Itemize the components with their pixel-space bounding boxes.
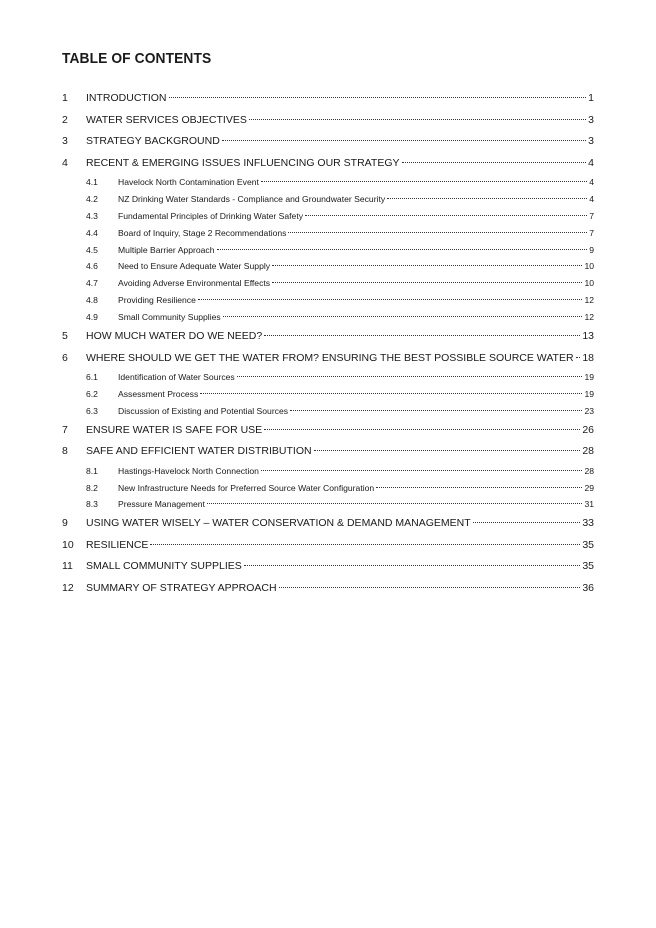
toc-entry-page-number: 31 — [584, 499, 594, 510]
toc-entry-number: 8.2 — [86, 482, 98, 493]
toc-entry-label: New Infrastructure Needs for Preferred Source Water Configuration — [118, 482, 375, 493]
toc-entry-page-number: 7 — [589, 227, 594, 238]
toc-entry[interactable] — [62, 556, 594, 578]
toc-entry-label: Identification of Water Sources — [118, 372, 235, 383]
toc-entry-page-number: 26 — [582, 423, 594, 436]
toc-entry-page-number: 1 — [588, 92, 594, 104]
toc-dot-leader — [272, 265, 582, 266]
toc-dot-leader — [198, 299, 583, 300]
toc-entry-page-number: 10 — [584, 261, 594, 272]
toc-entry-number: 4.9 — [86, 312, 98, 323]
toc-entry-number: 4.7 — [86, 278, 98, 289]
toc-entry-label: Small Community Supplies — [118, 312, 221, 323]
toc-entry-number: 6.2 — [86, 388, 98, 399]
toc-entry-number: 4.3 — [86, 210, 98, 221]
toc-dot-leader — [279, 587, 581, 588]
toc-dot-leader — [222, 140, 586, 141]
toc-dot-leader — [264, 429, 580, 430]
toc-entry-number: 4.4 — [86, 227, 98, 238]
toc-dot-leader — [376, 487, 582, 488]
toc-entry-page-number: 29 — [584, 482, 594, 493]
toc-entry-page-number: 4 — [589, 193, 594, 204]
toc-entry-number: 8 — [62, 445, 68, 458]
toc-subentry[interactable] — [62, 292, 594, 309]
toc-dot-leader — [576, 357, 581, 358]
toc-entry-number: 3 — [62, 135, 68, 147]
toc-entry[interactable] — [62, 88, 594, 110]
toc-entry[interactable] — [62, 131, 594, 153]
toc-entry-label: SAFE AND EFFICIENT WATER DISTRIBUTION — [86, 445, 312, 458]
toc-entry[interactable] — [62, 513, 594, 535]
toc-entry-page-number: 28 — [582, 445, 594, 458]
toc-dot-leader — [244, 565, 581, 566]
toc-entry-label: Assessment Process — [118, 388, 199, 399]
toc-entry-number: 4.8 — [86, 295, 98, 306]
toc-subentry[interactable] — [62, 208, 594, 225]
toc-entry-label: RECENT & EMERGING ISSUES INFLUENCING OUR STRATEGY — [86, 156, 400, 169]
toc-dot-leader — [249, 119, 586, 120]
toc-entry-page-number: 3 — [588, 135, 594, 147]
toc-dot-leader — [200, 393, 582, 394]
toc-entry-number: 1 — [62, 92, 68, 104]
toc-dot-leader — [290, 410, 582, 411]
toc-entry-number: 8.1 — [86, 465, 98, 476]
toc-entry-label: Multiple Barrier Approach — [118, 244, 215, 255]
toc-entry-label: Providing Resilience — [118, 295, 196, 306]
toc-entry[interactable] — [62, 348, 594, 370]
toc-entry-label: SMALL COMMUNITY SUPPLIES — [86, 560, 242, 573]
toc-entry-label: NZ Drinking Water Standards - Compliance and Groundwater Security — [118, 193, 386, 204]
toc-entry-number: 6 — [62, 351, 68, 364]
toc-entry[interactable] — [62, 578, 594, 600]
toc-entry-number: 6.3 — [86, 405, 98, 416]
toc-subentry[interactable] — [62, 386, 594, 403]
toc-entry-label: Need to Ensure Adequate Water Supply — [118, 261, 271, 272]
toc-entry-page-number: 13 — [582, 330, 594, 343]
toc-dot-leader — [387, 198, 587, 199]
toc-entry-number: 12 — [62, 581, 74, 594]
toc-subentry[interactable] — [62, 225, 594, 242]
toc-subentry[interactable] — [62, 403, 594, 420]
toc-dot-leader — [473, 522, 581, 523]
toc-title: TABLE OF CONTENTS — [62, 50, 212, 67]
toc-entry-label: WHERE SHOULD WE GET THE WATER FROM? ENSURING THE BEST POSSIBLE SOURCE WATER — [86, 351, 574, 364]
toc-subentry[interactable] — [62, 258, 594, 275]
toc-entry-page-number: 3 — [588, 113, 594, 126]
toc-entry-number: 4.6 — [86, 261, 98, 272]
toc-dot-leader — [237, 376, 583, 377]
toc-entry-number: 5 — [62, 330, 68, 343]
toc-dot-leader — [223, 316, 583, 317]
toc-dot-leader — [261, 470, 583, 471]
toc-dot-leader — [272, 282, 582, 283]
toc-entry-label: Pressure Management — [118, 499, 205, 510]
toc-subentry[interactable] — [62, 369, 594, 386]
toc-entry-page-number: 28 — [584, 465, 594, 476]
toc-entry-number: 9 — [62, 517, 68, 530]
toc-entry-number: 4.2 — [86, 193, 98, 204]
toc-entry-page-number: 18 — [582, 351, 594, 364]
toc-entry-label: WATER SERVICES OBJECTIVES — [86, 113, 247, 126]
toc-dot-leader — [314, 450, 581, 451]
toc-entry-page-number: 10 — [584, 278, 594, 289]
toc-entry-page-number: 36 — [582, 581, 594, 594]
toc-subentry[interactable] — [62, 191, 594, 208]
toc-entry[interactable] — [62, 326, 594, 348]
toc-entry-number: 8.3 — [86, 499, 98, 510]
toc-entry-page-number: 7 — [589, 210, 594, 221]
toc-dot-leader — [305, 215, 587, 216]
toc-entry-number: 4.1 — [86, 177, 98, 187]
toc-entry-page-number: 19 — [584, 372, 594, 383]
toc-entry-number: 4 — [62, 156, 68, 169]
toc-entry-page-number: 12 — [584, 312, 594, 323]
toc-entry-label: STRATEGY BACKGROUND — [86, 135, 220, 147]
toc-entry-page-number: 35 — [582, 538, 594, 551]
toc-entry-label: Discussion of Existing and Potential Sources — [118, 405, 289, 416]
toc-subentry[interactable] — [62, 242, 594, 259]
toc-entry-label: ENSURE WATER IS SAFE FOR USE — [86, 423, 263, 436]
toc-entry-label: Havelock North Contamination Event — [118, 177, 259, 187]
toc-entry-page-number: 35 — [582, 560, 594, 573]
toc-entry[interactable] — [62, 153, 594, 175]
toc-entry[interactable] — [62, 110, 594, 132]
toc-entry[interactable] — [62, 420, 594, 442]
toc-entry[interactable] — [62, 441, 594, 463]
toc-dot-leader — [288, 232, 587, 233]
toc-subentry[interactable] — [62, 480, 594, 497]
toc-entry-page-number: 33 — [582, 517, 594, 530]
toc-dot-leader — [402, 162, 587, 163]
toc-dot-leader — [150, 544, 580, 545]
toc-entry-label: USING WATER WISELY – WATER CONSERVATION & DEMAND MANAGEMENT — [86, 517, 471, 530]
toc-list — [62, 88, 594, 599]
toc-entry-page-number: 12 — [584, 295, 594, 306]
toc-entry-page-number: 19 — [584, 388, 594, 399]
toc-dot-leader — [207, 503, 583, 504]
toc-dot-leader — [169, 97, 587, 98]
toc-entry-number: 2 — [62, 113, 68, 126]
toc-entry-label: HOW MUCH WATER DO WE NEED? — [86, 330, 263, 343]
toc-entry-number: 7 — [62, 423, 68, 436]
toc-entry-label: SUMMARY OF STRATEGY APPROACH — [86, 581, 277, 594]
toc-entry-number: 10 — [62, 538, 74, 551]
toc-entry-page-number: 23 — [584, 405, 594, 416]
toc-entry-number: 6.1 — [86, 372, 98, 383]
toc-subentry[interactable] — [62, 174, 594, 191]
toc-dot-leader — [264, 335, 580, 336]
toc-subentry[interactable] — [62, 463, 594, 480]
toc-entry-number: 4.5 — [86, 244, 98, 255]
toc-subentry[interactable] — [62, 309, 594, 326]
toc-entry-number: 11 — [62, 560, 73, 573]
toc-subentry[interactable] — [62, 496, 594, 513]
toc-entry[interactable] — [62, 535, 594, 557]
toc-entry-page-number: 4 — [589, 177, 594, 187]
toc-dot-leader — [217, 249, 588, 250]
toc-entry-label: RESILIENCE — [86, 538, 149, 551]
toc-entry-label: Hastings-Havelock North Connection — [118, 465, 259, 476]
toc-entry-label: Fundamental Principles of Drinking Water Safety — [118, 210, 304, 221]
toc-entry-page-number: 4 — [588, 156, 594, 169]
toc-entry-page-number: 9 — [589, 244, 594, 255]
toc-dot-leader — [261, 181, 587, 182]
toc-entry-label: Board of Inquiry, Stage 2 Recommendations — [118, 227, 287, 238]
toc-entry-label: INTRODUCTION — [86, 92, 167, 104]
toc-subentry[interactable] — [62, 275, 594, 292]
toc-entry-label: Avoiding Adverse Environmental Effects — [118, 278, 271, 289]
